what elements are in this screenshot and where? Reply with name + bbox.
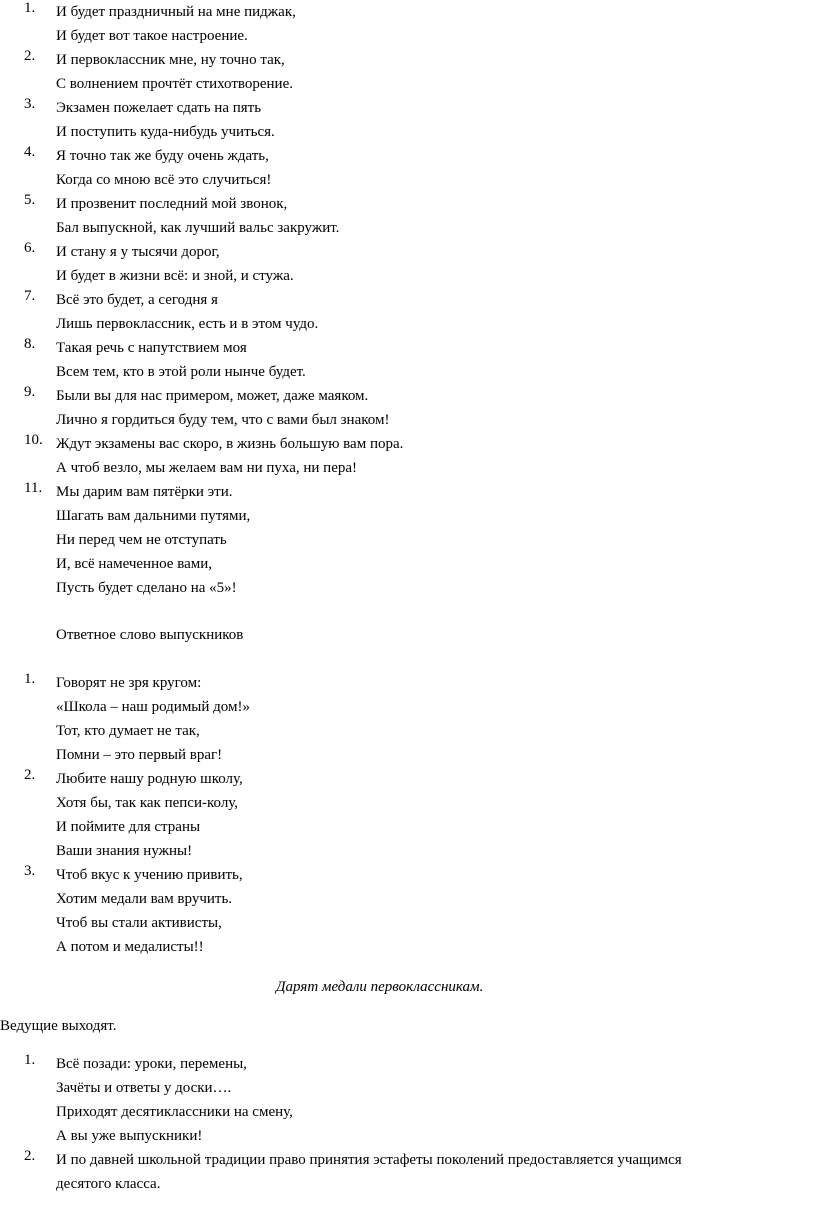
poem-list-first bbox=[0, 0, 816, 600]
verse-line: Были вы для нас примером, может, даже маяком. bbox=[56, 388, 369, 404]
verse-item bbox=[0, 48, 816, 96]
verse-number: 8. bbox=[24, 336, 36, 352]
verse-line: Лишь первоклассник, есть и в этом чудо. bbox=[56, 316, 319, 332]
verse-line: И поймите для страны bbox=[56, 819, 201, 835]
verse-line: И будет праздничный на мне пиджак, bbox=[56, 4, 296, 20]
verse-item bbox=[0, 336, 816, 384]
verse-line: А вы уже выпускники! bbox=[56, 1128, 203, 1144]
verse-line: Когда со мною всё это случиться! bbox=[56, 172, 272, 188]
verse-line: Ваши знания нужны! bbox=[56, 843, 193, 859]
verse-line: Помни – это первый враг! bbox=[56, 747, 223, 763]
verse-line: Приходят десятиклассники на смену, bbox=[56, 1104, 293, 1120]
verse-line: Шагать вам дальними путями, bbox=[56, 508, 251, 524]
verse-number: 5. bbox=[24, 192, 36, 208]
verse-line: Ни перед чем не отступать bbox=[56, 532, 227, 548]
verse-number: 1. bbox=[24, 0, 36, 16]
stage-direction: Дарят медали первоклассникам. bbox=[276, 979, 484, 995]
verse-line: И, всё намеченное вами, bbox=[56, 556, 213, 572]
verse-line: Всё это будет, а сегодня я bbox=[56, 292, 218, 308]
verse-item bbox=[0, 384, 816, 432]
verse-line: А чтоб везло, мы желаем вам ни пуха, ни пера! bbox=[56, 460, 358, 476]
verse-line: «Школа – наш родимый дом!» bbox=[56, 699, 250, 715]
verse-number: 1. bbox=[24, 1052, 36, 1068]
verse-line: Всё позади: уроки, перемены, bbox=[56, 1056, 247, 1072]
verse-line: Лично я гордиться буду тем, что с вами был знаком! bbox=[56, 412, 390, 428]
verse-line: Зачёты и ответы у доски…. bbox=[56, 1080, 232, 1096]
verse-line: Пусть будет сделано на «5»! bbox=[56, 580, 237, 596]
verse-line: Хотим медали вам вручить. bbox=[56, 891, 233, 907]
verse-line: Хотя бы, так как пепси-колу, bbox=[56, 795, 239, 811]
verse-line: Тот, кто думает не так, bbox=[56, 723, 200, 739]
verse-line: С волнением прочтёт стихотворение. bbox=[56, 76, 293, 92]
verse-number: 6. bbox=[24, 240, 36, 256]
verse-line: И будет вот такое настроение. bbox=[56, 28, 248, 44]
verse-item bbox=[0, 767, 816, 863]
verse-line: Мы дарим вам пятёрки эти. bbox=[56, 484, 233, 500]
verse-number: 3. bbox=[24, 96, 36, 112]
verse-line: А потом и медалисты!! bbox=[56, 939, 204, 955]
verse-item bbox=[0, 671, 816, 767]
verse-line: Говорят не зря кругом: bbox=[56, 675, 202, 691]
verse-line: Чтоб вы стали активисты, bbox=[56, 915, 222, 931]
verse-item bbox=[0, 480, 816, 600]
verse-number: 4. bbox=[24, 144, 36, 160]
verse-line: Я точно так же буду очень ждать, bbox=[56, 148, 269, 164]
verse-number: 2. bbox=[24, 1148, 36, 1164]
poem-list-second bbox=[0, 671, 816, 959]
poem-list-third bbox=[0, 1052, 816, 1196]
verse-number: 11. bbox=[24, 480, 43, 496]
verse-number: 2. bbox=[24, 48, 36, 64]
verse-line: Экзамен пожелает сдать на пять bbox=[56, 100, 262, 116]
verse-number: 2. bbox=[24, 767, 36, 783]
verse-line: И прозвенит последний мой звонок, bbox=[56, 196, 288, 212]
verse-line: Бал выпускной, как лучший вальс закружит. bbox=[56, 220, 340, 236]
hosts-line: Ведущие выходят. bbox=[0, 1018, 117, 1034]
verse-line: И будет в жизни всё: и зной, и стужа. bbox=[56, 268, 294, 284]
verse-line: И стану я у тысячи дорог, bbox=[56, 244, 220, 260]
verse-number: 1. bbox=[24, 671, 36, 687]
verse-item bbox=[0, 144, 816, 192]
verse-item bbox=[0, 240, 816, 288]
verse-number: 9. bbox=[24, 384, 36, 400]
verse-item bbox=[0, 0, 816, 48]
verse-item bbox=[0, 1148, 816, 1196]
verse-item bbox=[0, 288, 816, 336]
verse-item bbox=[0, 863, 816, 959]
response-heading: Ответное слово выпускников bbox=[56, 627, 244, 643]
verse-line: И по давней школьной традиции право принятия эстафеты поколений предоставляется учащимся bbox=[56, 1152, 682, 1168]
verse-number: 3. bbox=[24, 863, 36, 879]
verse-line: Такая речь с напутствием моя bbox=[56, 340, 247, 356]
verse-line: десятого класса. bbox=[56, 1176, 161, 1192]
verse-item bbox=[0, 432, 816, 480]
verse-number: 10. bbox=[24, 432, 43, 448]
verse-line: Чтоб вкус к учению привить, bbox=[56, 867, 243, 883]
verse-number: 7. bbox=[24, 288, 36, 304]
verse-line: Любите нашу родную школу, bbox=[56, 771, 243, 787]
verse-line: И первоклассник мне, ну точно так, bbox=[56, 52, 285, 68]
verse-item bbox=[0, 1052, 816, 1148]
verse-line: И поступить куда-нибудь учиться. bbox=[56, 124, 275, 140]
verse-item bbox=[0, 192, 816, 240]
verse-line: Всем тем, кто в этой роли нынче будет. bbox=[56, 364, 306, 380]
verse-line: Ждут экзамены вас скоро, в жизнь большую вам пора. bbox=[56, 436, 404, 452]
verse-item bbox=[0, 96, 816, 144]
